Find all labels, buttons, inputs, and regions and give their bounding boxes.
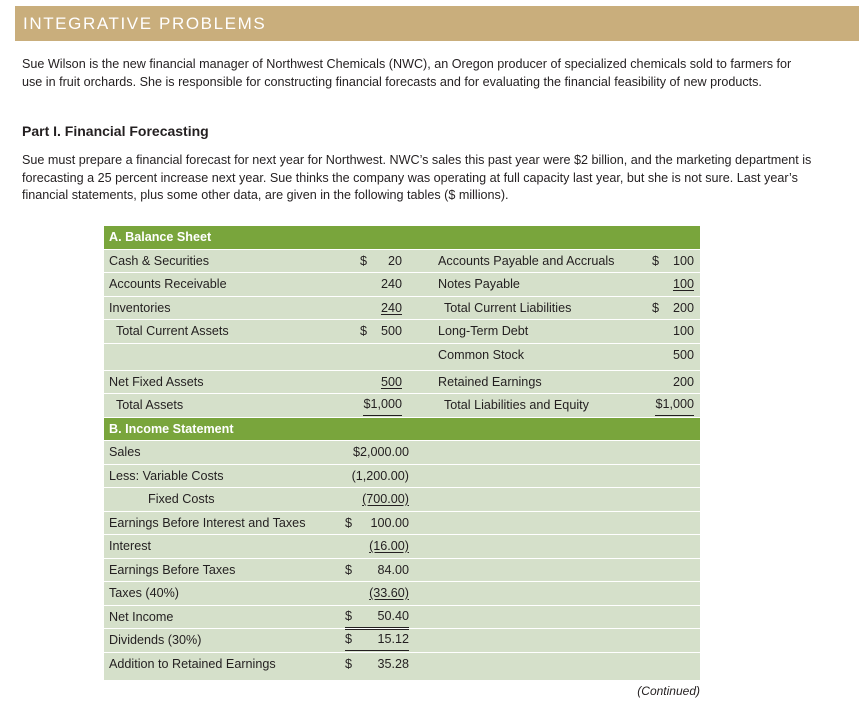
- table-row: [104, 296, 700, 320]
- bs-right-value: [652, 250, 694, 273]
- table-row: [104, 370, 700, 394]
- bs-left-number: 20: [387, 253, 402, 268]
- bs-right-label: Total Current Liabilities: [444, 300, 572, 315]
- bs-left-value: [360, 320, 402, 343]
- bs-left-label: Total Assets: [116, 398, 184, 412]
- is-value: [345, 582, 409, 605]
- bs-left-value: 500: [380, 374, 402, 389]
- bs-right-label: Accounts Payable and Accruals: [438, 253, 615, 268]
- is-number: 50.40: [377, 608, 409, 623]
- bs-right-label: Notes Payable: [438, 277, 520, 291]
- table-row: [104, 652, 700, 676]
- is-value: [345, 630, 409, 653]
- is-value: $2,000.00: [352, 445, 409, 459]
- bs-left-label: Inventories: [109, 300, 171, 315]
- intro-paragraph: Sue Wilson is the new financial manager of Northwest Chemicals (NWC), an Oregon producer of specialized chemicals sold to farmers for use in fruit orchards. She is responsible for constructing financial forecasts and for evaluating the financial feasibility of new products.: [22, 57, 792, 89]
- bs-right-value: $1,000: [655, 395, 694, 418]
- bs-right-label: Retained Earnings: [438, 374, 542, 389]
- is-value: [345, 607, 409, 630]
- is-label: Addition to Retained Earnings: [109, 656, 276, 671]
- table-row: [104, 534, 700, 558]
- dollar-sign: $: [345, 608, 353, 623]
- bs-left-number: 500: [380, 324, 402, 338]
- bs-left-value: $1,000: [363, 395, 402, 418]
- bs-left-value: 240: [380, 277, 402, 291]
- bs-left-value: 240: [380, 300, 402, 315]
- is-value: (1,200.00): [351, 468, 409, 483]
- bs-right-value: 100: [672, 277, 694, 291]
- dollar-sign: $: [360, 253, 368, 268]
- is-label: Earnings Before Interest and Taxes: [109, 515, 306, 530]
- is-number: (33.60): [369, 586, 409, 600]
- is-value: [345, 512, 409, 535]
- is-label: Earnings Before Taxes: [109, 562, 236, 577]
- bs-right-label: Long-Term Debt: [438, 324, 529, 338]
- table-row: [104, 272, 700, 296]
- bs-left-label: Cash & Securities: [109, 253, 210, 268]
- table-row: [104, 343, 700, 370]
- bs-right-value: [652, 297, 694, 320]
- is-label: Net Income: [109, 609, 174, 624]
- bs-right-label: Common Stock: [438, 347, 525, 362]
- table-row: [104, 319, 700, 343]
- is-number: 35.28: [377, 656, 409, 671]
- is-number: 15.12: [377, 632, 409, 646]
- table-row: [104, 628, 700, 652]
- is-label: Interest: [109, 539, 151, 553]
- is-number: 100.00: [370, 515, 409, 530]
- bs-right-number: 100: [672, 253, 694, 268]
- balance-sheet-header: [104, 225, 700, 249]
- dollar-sign: $: [652, 253, 660, 268]
- bs-right-value: 500: [672, 347, 694, 362]
- continued-note: (Continued): [637, 684, 700, 698]
- dollar-sign: $: [652, 300, 660, 315]
- part-paragraph: Sue must prepare a financial forecast for next year for Northwest. NWC’s sales this past year were $2 billion, and the marketing department is forecasting a 25 percent increase next year. Sue thinks the company was operating at full capacity last year, but she is not sure. Last year’s financial statements, plus some other data, are given in the following tables ($ millions).: [22, 153, 812, 202]
- dollar-sign: $: [360, 324, 368, 338]
- is-number: 84.00: [377, 562, 409, 577]
- table-row: [104, 581, 700, 605]
- table-row: [104, 249, 700, 273]
- dollar-sign: $: [345, 632, 353, 646]
- bs-right-value: 100: [672, 324, 694, 338]
- bs-left-label: Accounts Receivable: [109, 277, 227, 291]
- is-label: Less: Variable Costs: [109, 468, 224, 483]
- is-label: Fixed Costs: [148, 492, 215, 506]
- bs-left-label: Total Current Assets: [116, 324, 229, 338]
- bs-right-label: Total Liabilities and Equity: [444, 398, 589, 412]
- bs-left-label: Net Fixed Assets: [109, 374, 204, 389]
- table-row: [104, 393, 700, 417]
- table-row: [104, 440, 700, 464]
- dollar-sign: $: [345, 562, 353, 577]
- part-heading: Part I. Financial Forecasting: [22, 123, 209, 139]
- is-value: [345, 653, 409, 676]
- financial-statements-table: [104, 225, 700, 680]
- is-label: Taxes (40%): [109, 586, 179, 600]
- income-statement-header: [104, 417, 700, 441]
- table-row: [104, 464, 700, 488]
- is-label: Dividends (30%): [109, 633, 202, 647]
- is-number: (700.00): [362, 492, 409, 506]
- is-number: (16.00): [369, 539, 409, 553]
- section-banner: INTEGRATIVE PROBLEMS: [15, 6, 859, 41]
- is-label: Sales: [109, 445, 141, 459]
- dollar-sign: $: [345, 515, 353, 530]
- is-value: [345, 559, 409, 582]
- dollar-sign: $: [345, 656, 353, 671]
- bs-left-value: [360, 250, 402, 273]
- is-value: [345, 488, 409, 511]
- table-row: [104, 511, 700, 535]
- bs-right-value: 200: [672, 374, 694, 389]
- table-row: [104, 487, 700, 511]
- bs-right-number: 200: [672, 300, 694, 315]
- is-value: [345, 535, 409, 558]
- table-row: [104, 558, 700, 582]
- balance-sheet-title: A. Balance Sheet: [109, 230, 212, 244]
- table-row: [104, 605, 700, 629]
- income-statement-title: B. Income Statement: [109, 421, 234, 436]
